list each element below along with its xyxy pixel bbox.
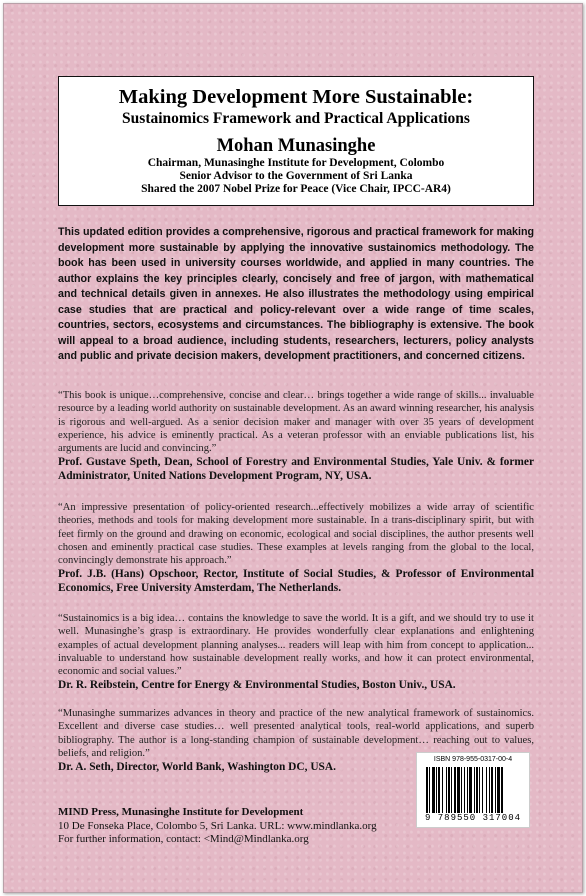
barcode-bar <box>476 767 478 813</box>
barcode-bar <box>491 767 493 813</box>
barcode-bar <box>474 767 475 813</box>
publisher-info <box>58 806 418 847</box>
barcode-bar <box>501 767 503 813</box>
barcode-bar <box>438 767 440 813</box>
title-box <box>58 76 534 206</box>
barcode-icon <box>425 767 521 813</box>
publisher-name: MIND Press, Munasinghe Institute for Development <box>58 806 304 818</box>
barcode-bar <box>442 767 443 813</box>
quote-text: “An impressive presentation of policy-oriented research...effectively mobilizes a wide array of scientific theories, methods and tools for making development more sustainable. In a trans-disciplinary spirit, but with feet firmly on the ground and drawing on economic, ecological and social disciplines, the author presents well chosen and eminently practical case studies. These examples at levels ranging from the global to the local, convincingly demonstrate his approach.” <box>58 502 534 567</box>
book-title: Making Development More Sustainable: <box>118 86 474 108</box>
barcode-bar <box>489 767 490 813</box>
quote-attribution: Dr. R. Reibstein, Centre for Energy & Environmental Studies, Boston Univ., USA. <box>58 679 456 692</box>
review-quote <box>58 612 534 692</box>
barcode-bar <box>426 767 428 813</box>
review-quote <box>58 389 534 483</box>
quote-text: “Munasinghe summarizes advances in theory and practice of the new analytical framework of sustainomics. Excellent and diverse case studies… well presented analytical tools, real-world applications, and superb bibliography. The author is a long-standing champion of sustainable development… reaching out to values, beliefs, and religion.” <box>58 708 534 759</box>
quote-attribution: Prof. Gustave Speth, Dean, School of Forestry and Environmental Studies, Yale Univ. & former Administrator, United Nations Development Program, NY, USA. <box>58 456 534 483</box>
barcode-bar <box>469 767 472 813</box>
barcode-bar <box>479 767 480 813</box>
barcode-digits: 9 789550 317004 <box>424 813 521 823</box>
quote-attribution: Prof. J.B. (Hans) Opschoor, Rector, Institute of Social Studies, & Professor of Environmental Economics, Free University Amsterdam, The Netherlands. <box>58 568 534 595</box>
barcode-bar <box>432 767 435 813</box>
affiliation-line: Chairman, Munasinghe Institute for Development, Colombo <box>147 157 445 169</box>
publisher-contact: For further information, contact: <Mind@Mindlanka.org <box>58 833 309 845</box>
barcode-bar <box>457 767 460 813</box>
barcode-bar <box>482 767 483 813</box>
barcode-bar <box>464 767 465 813</box>
barcode-bar <box>495 767 496 813</box>
barcode-bar <box>454 767 456 813</box>
isbn-barcode <box>416 752 530 828</box>
book-back-cover <box>3 3 583 893</box>
quote-text: “Sustainomics is a big idea… contains the knowledge to save the world. It is a gift, and we should try to use it well. Munasinghe’s grasp is extraordinary. He provides wonderfully clear explanations and enlightening examples of actual development planning analyses... readers will leap with him from concept to application... invaluable to understand how sustainable development really works, and how it can protect environmental, economic and social values.” <box>58 613 534 678</box>
publisher-address: 10 De Fonseka Place, Colombo 5, Sri Lanka. URL: www.mindlanka.org <box>58 819 377 832</box>
isbn-number: ISBN 978-955-0317-00-4 <box>433 756 513 763</box>
barcode-bar <box>497 767 500 813</box>
affiliation-line: Senior Advisor to the Government of Sri Lanka <box>179 170 413 182</box>
book-subtitle: Sustainomics Framework and Practical Applications <box>122 110 470 127</box>
author-name: Mohan Munasinghe <box>216 136 376 156</box>
barcode-bar <box>461 767 462 813</box>
barcode-bar <box>467 767 468 813</box>
barcode-bar <box>446 767 447 813</box>
barcode-bar <box>486 767 487 813</box>
quote-attribution: Dr. A. Seth, Director, World Bank, Washington DC, USA. <box>58 761 336 774</box>
affiliation-line: Shared the 2007 Nobel Prize for Peace (Vice Chair, IPCC-AR4) <box>141 183 451 195</box>
barcode-bar <box>451 767 452 813</box>
quote-text: “This book is unique…comprehensive, concise and clear… brings together a wide range of skills... invaluable resource by a leading world authority on sustainable development. As an award winning researcher, his analysis is rigorous and well-argued. As a senior decision maker and manager with over 35 years of development experience, his advice is eminently practical. As a veteran professor with an enviable publications list, his arguments are lucid and convincing.” <box>58 390 534 455</box>
barcode-bar <box>448 767 450 813</box>
barcode-bar <box>429 767 430 813</box>
barcode-bar <box>436 767 437 813</box>
review-quote <box>58 501 534 595</box>
book-description: This updated edition provides a comprehensive, rigorous and practical framework for making development more sustainable by applying the innovative sustainomics methodology. The book has been used in university courses worldwide, and applied in many countries. The author explains the key principles clearly, concisely and free of jargon, with mathematical and technical details given in annexes. He also illustrates the methodology using empirical case studies that are practical and policy-relevant over a wide range of time scales, countries, sectors, ecosystems and circumstances. The bibliography is extensive. The book will appeal to a broad audience, including students, researchers, lecturers, policy analysts and public and private decision makers, development practitioners, and concerned citizens. <box>58 226 534 362</box>
